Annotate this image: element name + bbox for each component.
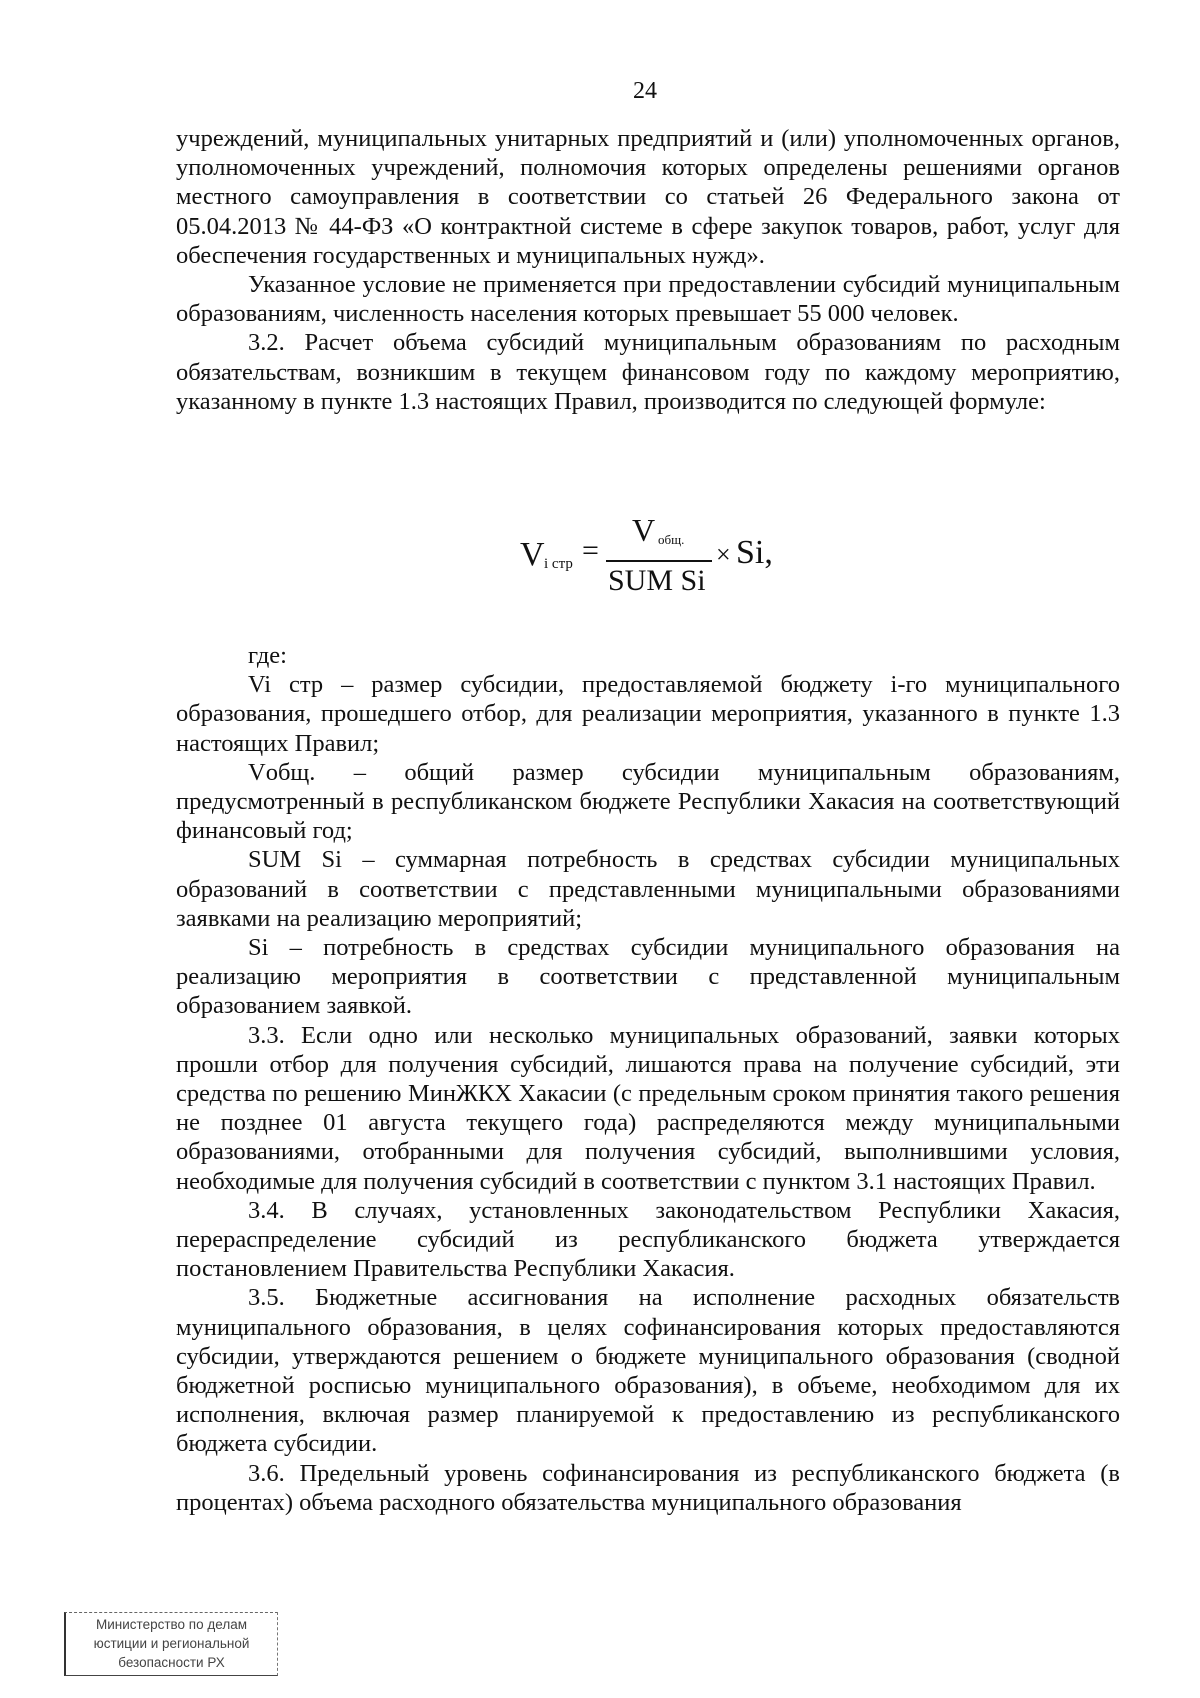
formula-fraction-bar xyxy=(606,560,712,562)
paragraph-3-5: 3.5. Бюджетные ассигнования на исполнение расходных обязательств муниципального образования, в целях софинансирования которых предоставляются субсидии, утверждаются решением о бюджете муниципального образования (сводной бюджетной росписью муниципального образования), в объеме, необходимом для их исполнения, включая размер планируемой к предоставлению из республиканского бюджета субсидии. xyxy=(176,1284,1120,1458)
subsidy-formula xyxy=(520,512,820,602)
formula-times: × xyxy=(716,540,731,569)
paragraph-condition-note: Указанное условие не применяется при предоставлении субсидий муниципальным образованиям, численность населения которых превышает 55 000 человек. xyxy=(176,271,1120,328)
paragraph-continuation: учреждений, муниципальных унитарных предприятий и (или) уполномоченных органов, уполномоченных учреждений, полномочия которых определены решениями органов местного самоуправления в соответствии со статьей 26 Федерального закона от 05.04.2013 № 44-ФЗ «О контрактной системе в сфере закупок товаров, работ, услуг для обеспечения государственных и муниципальных нужд». xyxy=(176,125,1120,269)
paragraph-3-6: 3.6. Предельный уровень софинансирования из республиканского бюджета (в процентах) объема расходного обязательства муниципального образования xyxy=(176,1459,1120,1516)
paragraph-3-2: 3.2. Расчет объема субсидий муниципальным образованиям по расходным обязательствам, возникшим в текущем финансовом году по каждому мероприятию, указанному в пункте 1.3 настоящих Правил, производится по следующей формуле: xyxy=(176,329,1120,415)
ministry-stamp xyxy=(64,1612,278,1676)
formula-lhs-subscript: i стр xyxy=(544,556,573,572)
paragraph-3-4: 3.4. В случаях, установленных законодательством Республики Хакасия, перераспределение субсидий из республиканского бюджета утверждается постановлением Правительства Республики Хакасия. xyxy=(176,1196,1120,1283)
page-number: 24 xyxy=(633,78,657,104)
formula-numerator-subscript: общ. xyxy=(658,532,685,547)
paragraph-def-vobsch: Vобщ. – общий размер субсидии муниципальным образованиям, предусмотренный в республиканском бюджете Республики Хакасия на соответствующий финансовый год; xyxy=(176,758,1120,845)
stamp-line-2: юстиции и региональной xyxy=(93,1636,250,1651)
formula-equals: = xyxy=(582,534,599,567)
formula-rhs: Si, xyxy=(736,534,773,571)
intro-text xyxy=(176,124,1120,416)
stamp-line-3: безопасности РХ xyxy=(118,1655,225,1670)
paragraph-3-3: 3.3. Если одно или несколько муниципальных образований, заявки которых прошли отбор для получения субсидий, лишаются права на получение субсидий, эти средства по решению МинЖКХ Хакасии (с предельным сроком принятия такого решения не позднее 01 августа текущего года) распределяются между муниципальными образованиями, отобранными для получения субсидий, выполнившими условия, необходимые для получения субсидий в соответствии с пунктом 3.1 настоящих Правил. xyxy=(176,1021,1120,1195)
paragraph-where: где: xyxy=(248,642,287,669)
formula-denominator: SUM Si xyxy=(608,564,706,597)
paragraph-def-si: Si – потребность в средствах субсидии муниципального образования на реализацию мероприятия в соответствии с представленной муниципальным образованием заявкой. xyxy=(176,934,1120,1020)
formula-lhs: V xyxy=(520,536,545,573)
body-text xyxy=(176,641,1120,1517)
paragraph-def-vi: Vi стр – размер субсидии, предоставляемой бюджету i-го муниципального образования, прошедшего отбор, для реализации мероприятия, указанного в пункте 1.3 настоящих Правил; xyxy=(176,671,1120,757)
paragraph-def-sum-si: SUM Si – суммарная потребность в средствах субсидии муниципальных образований в соответствии с представленными муниципальными образованиями заявками на реализацию мероприятий; xyxy=(176,846,1120,932)
formula-numerator: V xyxy=(632,512,656,548)
stamp-line-1: Министерство по делам xyxy=(96,1617,247,1632)
